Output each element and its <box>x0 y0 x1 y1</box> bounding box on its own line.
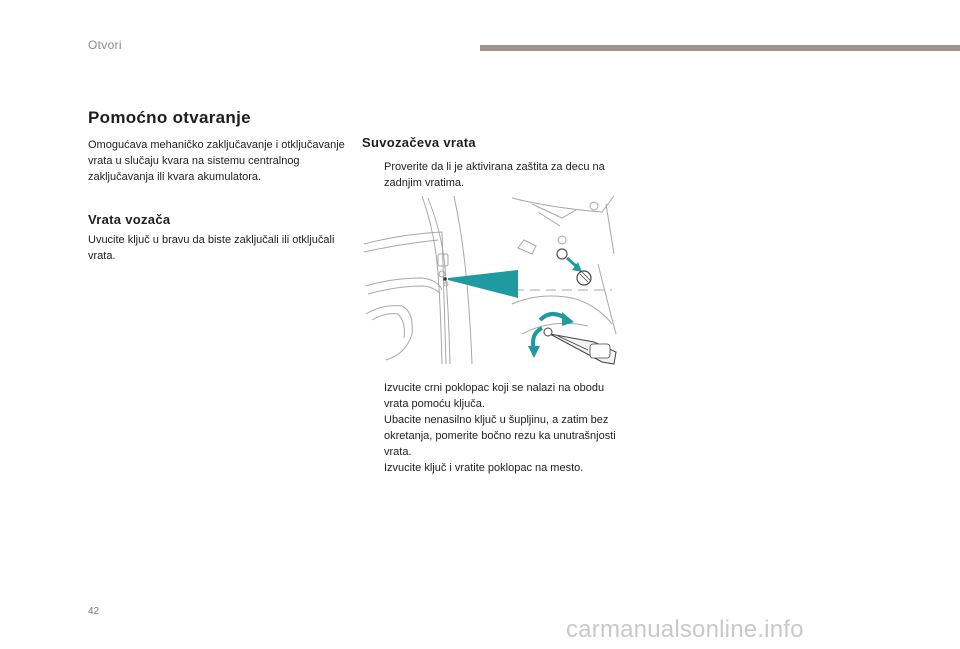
passenger-bullets-after <box>362 380 622 476</box>
intro-paragraph: Omogućava mehaničko zaključavanje i otključavanje vrata u slučaju kvara na sistemu centralnog zaključavanja ili kvara akumulatora. <box>88 139 345 183</box>
driver-door-heading: Vrata vozača <box>88 212 171 227</box>
passenger-door-heading: Suvozačeva vrata <box>362 135 476 150</box>
list-item <box>362 460 622 476</box>
bullet-text: Proverite da li je aktivirana zaštita za decu na zadnjim vratima. <box>384 161 605 189</box>
page-number: 42 <box>88 606 100 617</box>
bullet-text: Izvucite ključ i vratite poklopac na mesto. <box>384 462 584 474</box>
driver-door-text: Uvucite ključ u bravu da biste zaključali ili otključali vrata. <box>88 234 335 262</box>
door-lock-illustration <box>362 194 618 366</box>
section-header-bar <box>480 45 960 51</box>
page-title: Pomoćno otvaranje <box>88 108 251 127</box>
bullet-text: Ubacite nenasilno ključ u šupljinu, a zatim bez okretanja, pomerite bočno rezu ka unutrašnjosti vrata. <box>384 414 616 458</box>
list-item <box>362 380 622 412</box>
list-item <box>362 412 622 460</box>
bullet-text: Izvucite crni poklopac koji se nalazi na obodu vrata pomoću ključa. <box>384 382 605 410</box>
section-title: Otvori <box>88 38 122 52</box>
list-item <box>362 159 622 191</box>
passenger-bullets-before <box>362 159 622 191</box>
watermark: carmanualsonline.info <box>566 616 804 643</box>
